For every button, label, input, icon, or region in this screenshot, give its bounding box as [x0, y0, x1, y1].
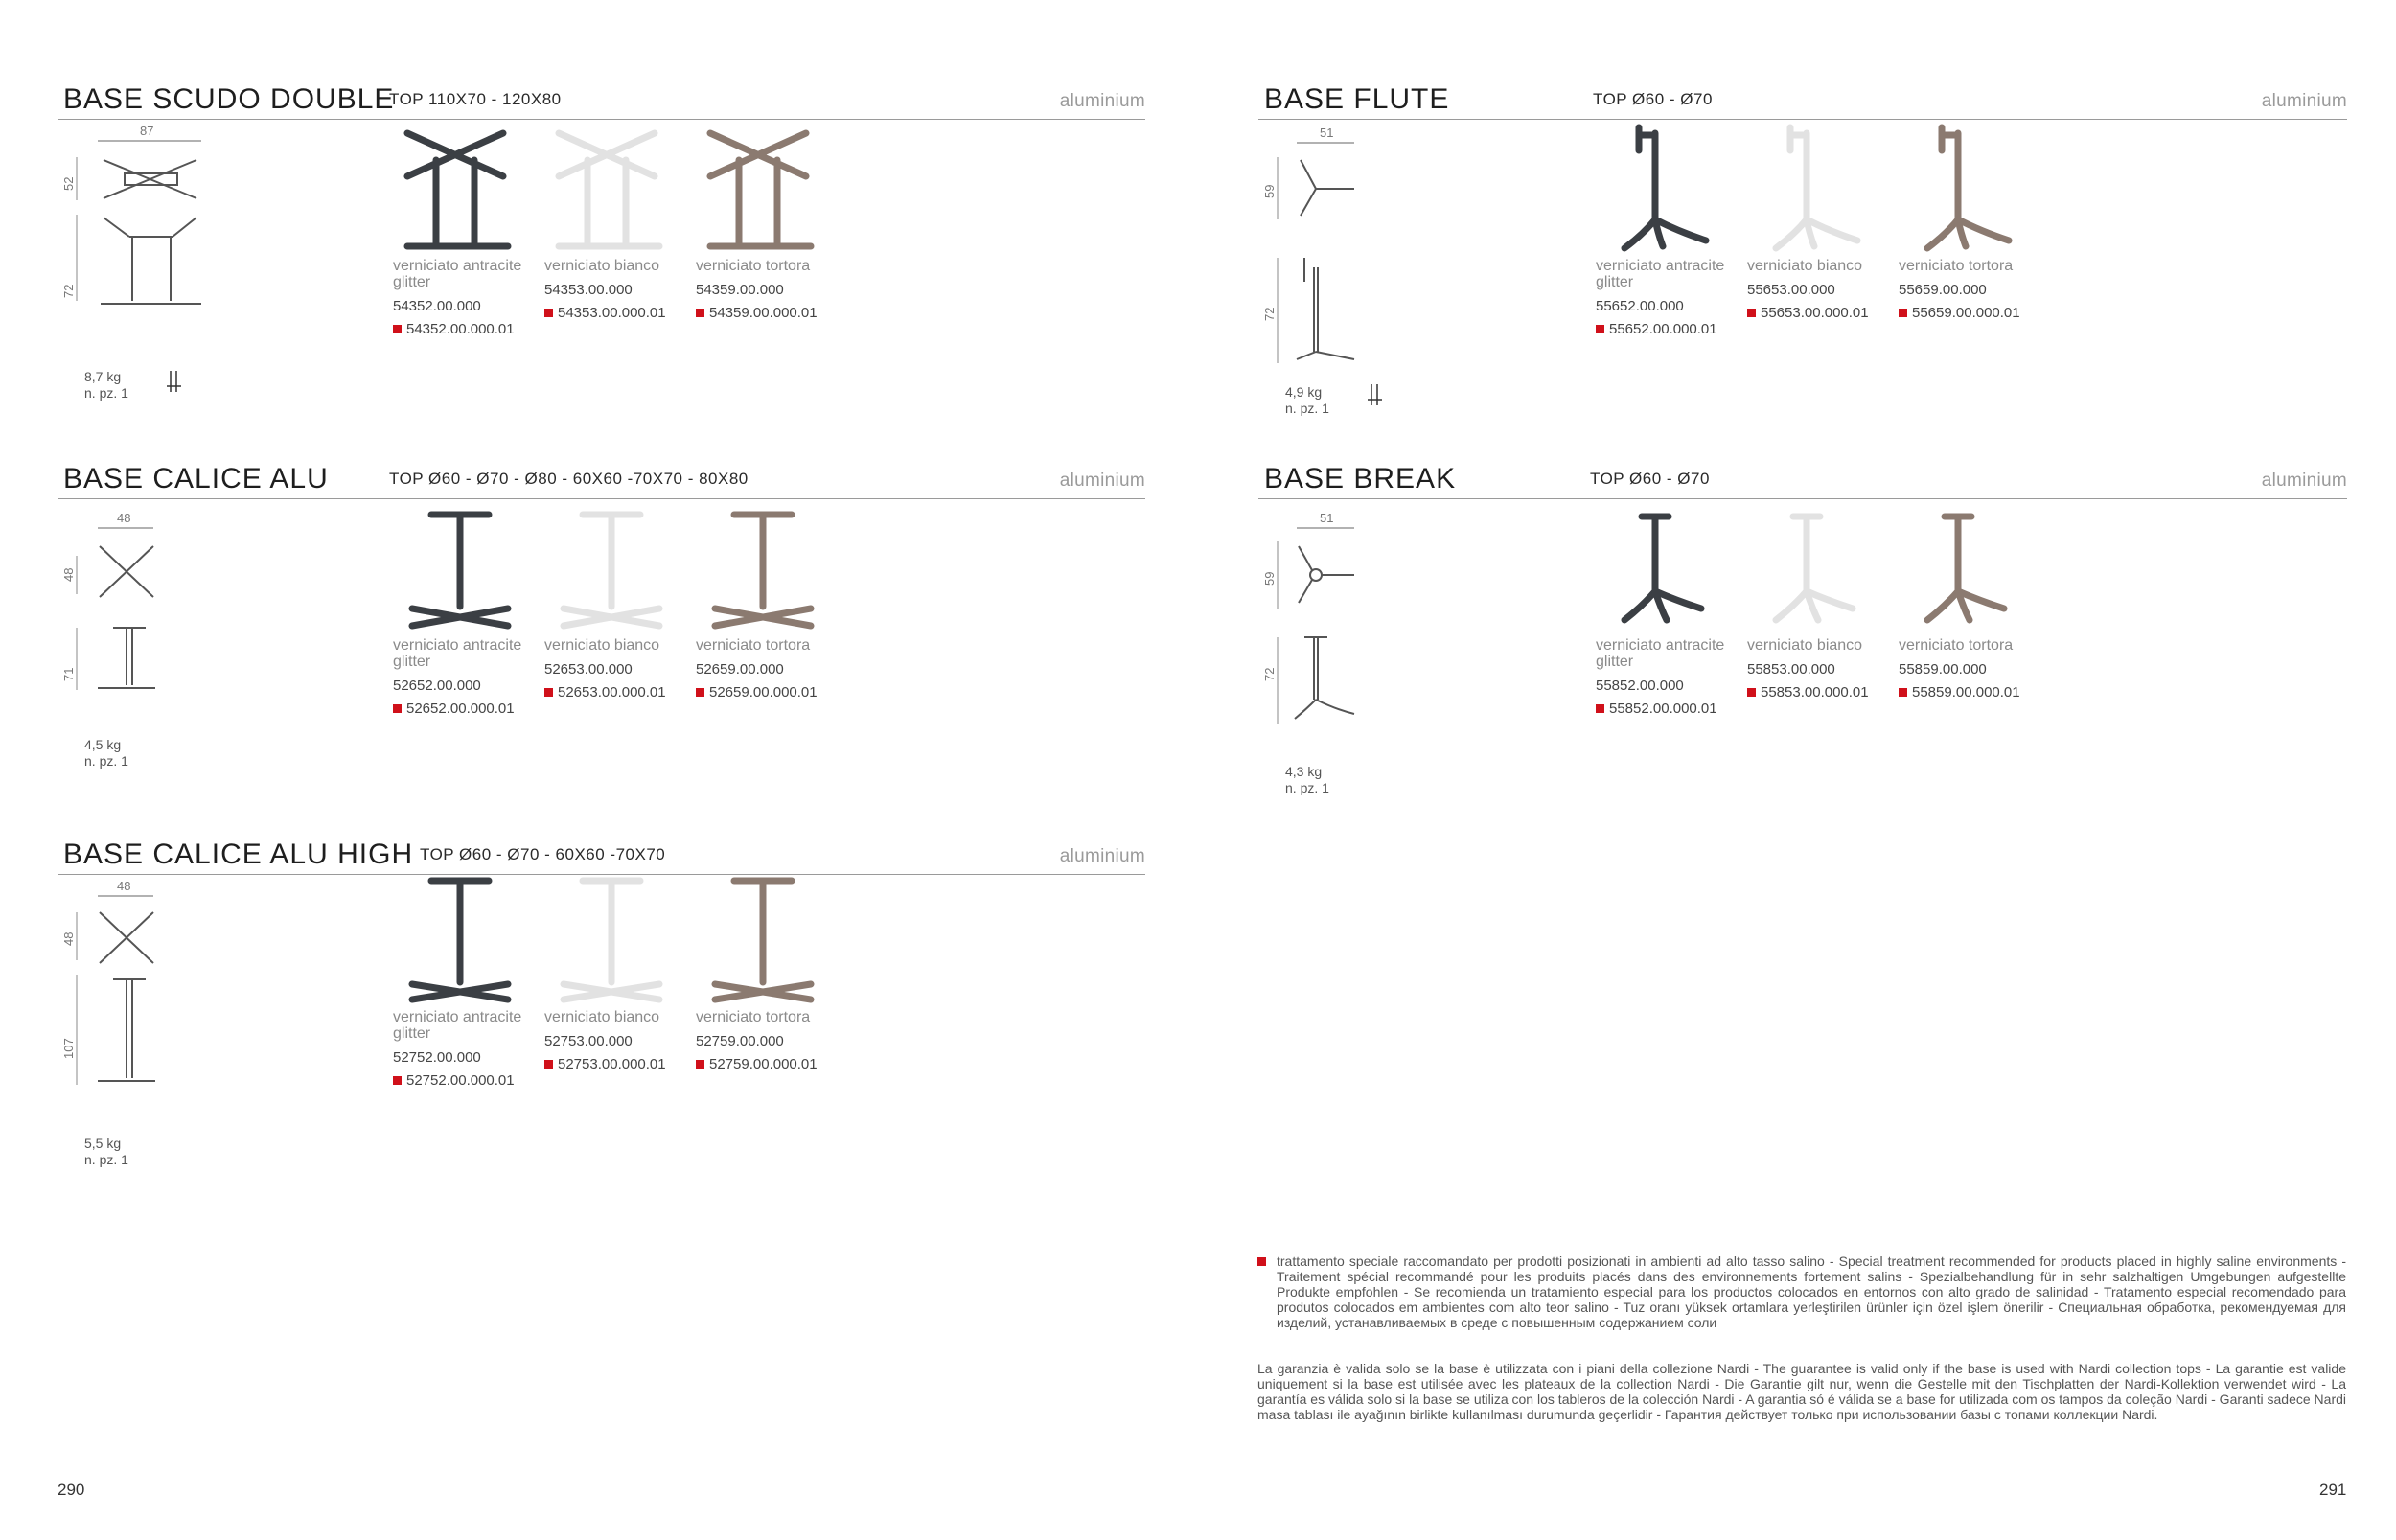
- weight-info: [84, 737, 128, 770]
- product-image-anthracite: [393, 875, 537, 1009]
- dim-side-height: 72: [1262, 667, 1277, 681]
- weight-info: [84, 369, 128, 402]
- salt-code: 55852.00.000.01: [1609, 701, 1717, 717]
- section-title: BASE CALICE ALU: [63, 463, 329, 494]
- section-header: [1258, 81, 2347, 120]
- finish-label: verniciato bianco: [544, 1009, 660, 1025]
- section-scudo-double: [58, 81, 1145, 407]
- salt-marker-icon: [1899, 688, 1907, 697]
- product-code: 52659.00.000: [696, 661, 784, 678]
- section-calice-alu-high: [58, 837, 1145, 1182]
- dim-top-height: 59: [1262, 571, 1277, 586]
- section-calice-alu: [58, 461, 1145, 787]
- salt-code-row: [544, 305, 698, 321]
- salt-code: 52753.00.000.01: [558, 1056, 666, 1072]
- calice-high-technical-drawing: [58, 879, 211, 1118]
- break-technical-drawing: [1258, 503, 1412, 743]
- weight-value: 5,5 kg: [84, 1136, 122, 1151]
- salt-code: 54352.00.000.01: [406, 321, 515, 337]
- product-code: 54359.00.000: [696, 282, 784, 298]
- weight-info: [1285, 764, 1329, 796]
- dim-side-height: 71: [61, 667, 76, 681]
- finish-label: verniciato tortora: [696, 258, 811, 274]
- finish-label: verniciato antracite glitter: [1596, 258, 1725, 290]
- weight-value: 4,9 kg: [1285, 384, 1323, 400]
- section-flute: [1258, 81, 2347, 426]
- salt-code-row: [393, 1072, 546, 1089]
- product-image-tortora: [696, 124, 840, 258]
- product-code: 55652.00.000: [1596, 298, 1684, 314]
- finish-label: verniciato tortora: [696, 637, 811, 654]
- product-code: 55853.00.000: [1747, 661, 1835, 678]
- fold-icon: [165, 369, 184, 394]
- page-number-right: 291: [2319, 1481, 2347, 1499]
- salt-code-row: [696, 305, 849, 321]
- scudo-technical-drawing: [58, 124, 211, 315]
- pieces-value: n. pz. 1: [1285, 780, 1329, 795]
- dim-top-width: 51: [1320, 511, 1334, 525]
- salt-treatment-text: trattamento speciale raccomandato per prodotti posizionati in ambienti ad alto tasso salino - Special treatment recommended for products placed in highly saline environments - Traitement spécial recommandé pour les produits placés dans des environnements fortement salins - Spezialbehandlung für in sehr salzhaltigen Umgebungen aufgestellte Produkte empfohlen - Se recomienda un tratamiento especial para los productos colocados en entornos con alto grado de salinidad - Tratamento especial recomendado para produtos colocados em ambientes com alto teor salino - Tuz oranı yüksek ortamlara yerleştirilen ürünler için özel işlem önerilir - Специальная обработка, рекомендуемая для изделий, устанавливаемых в среде с повышенным содержанием соли: [1277, 1253, 2346, 1330]
- finish-label: verniciato antracite glitter: [393, 637, 522, 670]
- product-code: 55659.00.000: [1899, 282, 1987, 298]
- product-image-anthracite: [393, 503, 537, 637]
- warranty-note: [1257, 1361, 2346, 1422]
- salt-marker-icon: [696, 1060, 704, 1069]
- top-sizes: TOP Ø60 - Ø70 - 60X60 -70X70: [420, 845, 666, 863]
- product-image-white: [544, 503, 688, 637]
- salt-marker-icon: [1596, 704, 1604, 713]
- salt-code-row: [1596, 701, 1749, 717]
- section-title: BASE CALICE ALU HIGH: [63, 839, 414, 870]
- warranty-text: La garanzia è valida solo se la base è utilizzata con i piani della collezione Nardi - The guarantee is valid only if the base is used with Nardi collection tops - La garantie est valide uniquement si la base est utilisée avec les plateaux de la collection Nardi - Die Garantie gilt nur, wenn die Gestelle mit den Tischplatten der Nardi-Kollektion verwendet wird - La garantía es válida solo si la base se utiliza con los tableros de la colección Nardi - A garantia só é válida se a base for utilizada com os tampos da coleção Nardi - Garanti sadece Nardi masa tablası ile ayağının birlikte kullanılması durumunda geçerlidir - Гарантия действует только при использовании базы с топами коллекции Nardi.: [1257, 1361, 2346, 1422]
- salt-marker-icon: [393, 704, 402, 713]
- material-label: aluminium: [2261, 91, 2347, 111]
- salt-marker-icon: [393, 325, 402, 333]
- salt-code-row: [393, 701, 546, 717]
- section-header: [58, 461, 1145, 499]
- product-image-anthracite: [1596, 124, 1739, 258]
- page-number-left: 290: [58, 1481, 85, 1499]
- top-sizes: TOP Ø60 - Ø70: [1593, 90, 1713, 108]
- salt-marker-icon: [1747, 309, 1756, 317]
- weight-value: 4,3 kg: [1285, 764, 1323, 779]
- salt-code: 55859.00.000.01: [1912, 684, 2020, 701]
- pieces-value: n. pz. 1: [1285, 401, 1329, 416]
- finish-label: verniciato bianco: [544, 258, 660, 274]
- salt-code-row: [696, 1056, 849, 1072]
- product-image-white: [1747, 124, 1891, 258]
- product-code: 52759.00.000: [696, 1033, 784, 1049]
- salt-code-row: [1596, 321, 1749, 337]
- section-title: BASE BREAK: [1264, 463, 1457, 494]
- dim-side-height: 72: [61, 284, 76, 298]
- salt-code-row: [544, 1056, 698, 1072]
- weight-value: 4,5 kg: [84, 737, 122, 752]
- product-image-white: [544, 875, 688, 1009]
- material-label: aluminium: [2261, 471, 2347, 491]
- salt-code: 54359.00.000.01: [709, 305, 818, 321]
- section-title: BASE SCUDO DOUBLE: [63, 83, 395, 115]
- product-code: 52652.00.000: [393, 678, 481, 694]
- salt-marker-icon: [393, 1076, 402, 1085]
- salt-marker-icon: [544, 309, 553, 317]
- product-image-white: [544, 124, 688, 258]
- dim-top-height: 52: [61, 176, 76, 191]
- salt-marker-icon: [544, 1060, 553, 1069]
- pieces-value: n. pz. 1: [84, 753, 128, 769]
- calice-technical-drawing: [58, 503, 211, 695]
- finish-label: verniciato antracite glitter: [393, 1009, 522, 1042]
- salt-code: 52659.00.000.01: [709, 684, 818, 701]
- product-code: 54353.00.000: [544, 282, 633, 298]
- salt-code-row: [1747, 305, 1901, 321]
- salt-code: 52759.00.000.01: [709, 1056, 818, 1072]
- top-sizes: TOP 110X70 - 120X80: [389, 90, 562, 108]
- salt-code: 55659.00.000.01: [1912, 305, 2020, 321]
- product-code: 55852.00.000: [1596, 678, 1684, 694]
- finish-label: verniciato bianco: [1747, 637, 1863, 654]
- product-image-tortora: [696, 875, 840, 1009]
- salt-code: 54353.00.000.01: [558, 305, 666, 321]
- salt-marker-icon: [1747, 688, 1756, 697]
- weight-info: [84, 1136, 128, 1168]
- salt-code-row: [1899, 305, 2052, 321]
- salt-code-row: [1747, 684, 1901, 701]
- finish-label: verniciato antracite glitter: [393, 258, 522, 290]
- section-header: [58, 81, 1145, 120]
- product-image-anthracite: [393, 124, 537, 258]
- salt-marker-icon: [544, 688, 553, 697]
- salt-code: 52652.00.000.01: [406, 701, 515, 717]
- product-image-tortora: [1899, 503, 2042, 637]
- product-code: 52653.00.000: [544, 661, 633, 678]
- finish-label: verniciato tortora: [1899, 637, 2014, 654]
- product-image-tortora: [1899, 124, 2042, 258]
- weight-value: 8,7 kg: [84, 369, 122, 384]
- section-title: BASE FLUTE: [1264, 83, 1450, 115]
- dim-top-width: 51: [1320, 126, 1334, 140]
- dim-top-height: 48: [61, 931, 76, 946]
- section-header: [1258, 461, 2347, 499]
- salt-code-row: [696, 684, 849, 701]
- dim-top-width: 87: [140, 124, 154, 138]
- finish-label: verniciato bianco: [1747, 258, 1863, 274]
- salt-marker-icon: [696, 309, 704, 317]
- salt-code-row: [544, 684, 698, 701]
- dim-top-height: 59: [1262, 184, 1277, 198]
- finish-label: verniciato tortora: [696, 1009, 811, 1025]
- salt-marker-icon: [1596, 325, 1604, 333]
- salt-code: 52752.00.000.01: [406, 1072, 515, 1089]
- salt-marker-icon: [1899, 309, 1907, 317]
- section-break: [1258, 461, 2347, 806]
- salt-marker-icon: [1257, 1257, 1266, 1266]
- pieces-value: n. pz. 1: [84, 385, 128, 401]
- product-image-white: [1747, 503, 1891, 637]
- flute-technical-drawing: [1258, 124, 1412, 363]
- top-sizes: TOP Ø60 - Ø70: [1590, 470, 1710, 488]
- dim-side-height: 72: [1262, 307, 1277, 321]
- fold-icon: [1366, 382, 1385, 407]
- material-label: aluminium: [1059, 91, 1145, 111]
- dim-top-width: 48: [117, 511, 131, 525]
- product-code: 52752.00.000: [393, 1049, 481, 1066]
- dim-top-height: 48: [61, 567, 76, 582]
- product-image-tortora: [696, 503, 840, 637]
- material-label: aluminium: [1059, 471, 1145, 491]
- dim-top-width: 48: [117, 879, 131, 893]
- salt-code: 55653.00.000.01: [1761, 305, 1869, 321]
- pieces-value: n. pz. 1: [84, 1152, 128, 1167]
- salt-code: 55853.00.000.01: [1761, 684, 1869, 701]
- product-code: 52753.00.000: [544, 1033, 633, 1049]
- finish-label: verniciato tortora: [1899, 258, 2014, 274]
- top-sizes: TOP Ø60 - Ø70 - Ø80 - 60X60 -70X70 - 80X80: [389, 470, 749, 488]
- salt-code: 55652.00.000.01: [1609, 321, 1717, 337]
- section-header: [58, 837, 1145, 875]
- salt-treatment-note: [1257, 1253, 2346, 1330]
- salt-marker-icon: [696, 688, 704, 697]
- material-label: aluminium: [1059, 846, 1145, 866]
- product-code: 55859.00.000: [1899, 661, 1987, 678]
- finish-label: verniciato bianco: [544, 637, 660, 654]
- product-code: 55653.00.000: [1747, 282, 1835, 298]
- finish-label: verniciato antracite glitter: [1596, 637, 1725, 670]
- product-image-anthracite: [1596, 503, 1739, 637]
- salt-code-row: [1899, 684, 2052, 701]
- product-code: 54352.00.000: [393, 298, 481, 314]
- salt-code-row: [393, 321, 546, 337]
- salt-code: 52653.00.000.01: [558, 684, 666, 701]
- weight-info: [1285, 384, 1329, 417]
- dim-side-height: 107: [61, 1038, 76, 1059]
